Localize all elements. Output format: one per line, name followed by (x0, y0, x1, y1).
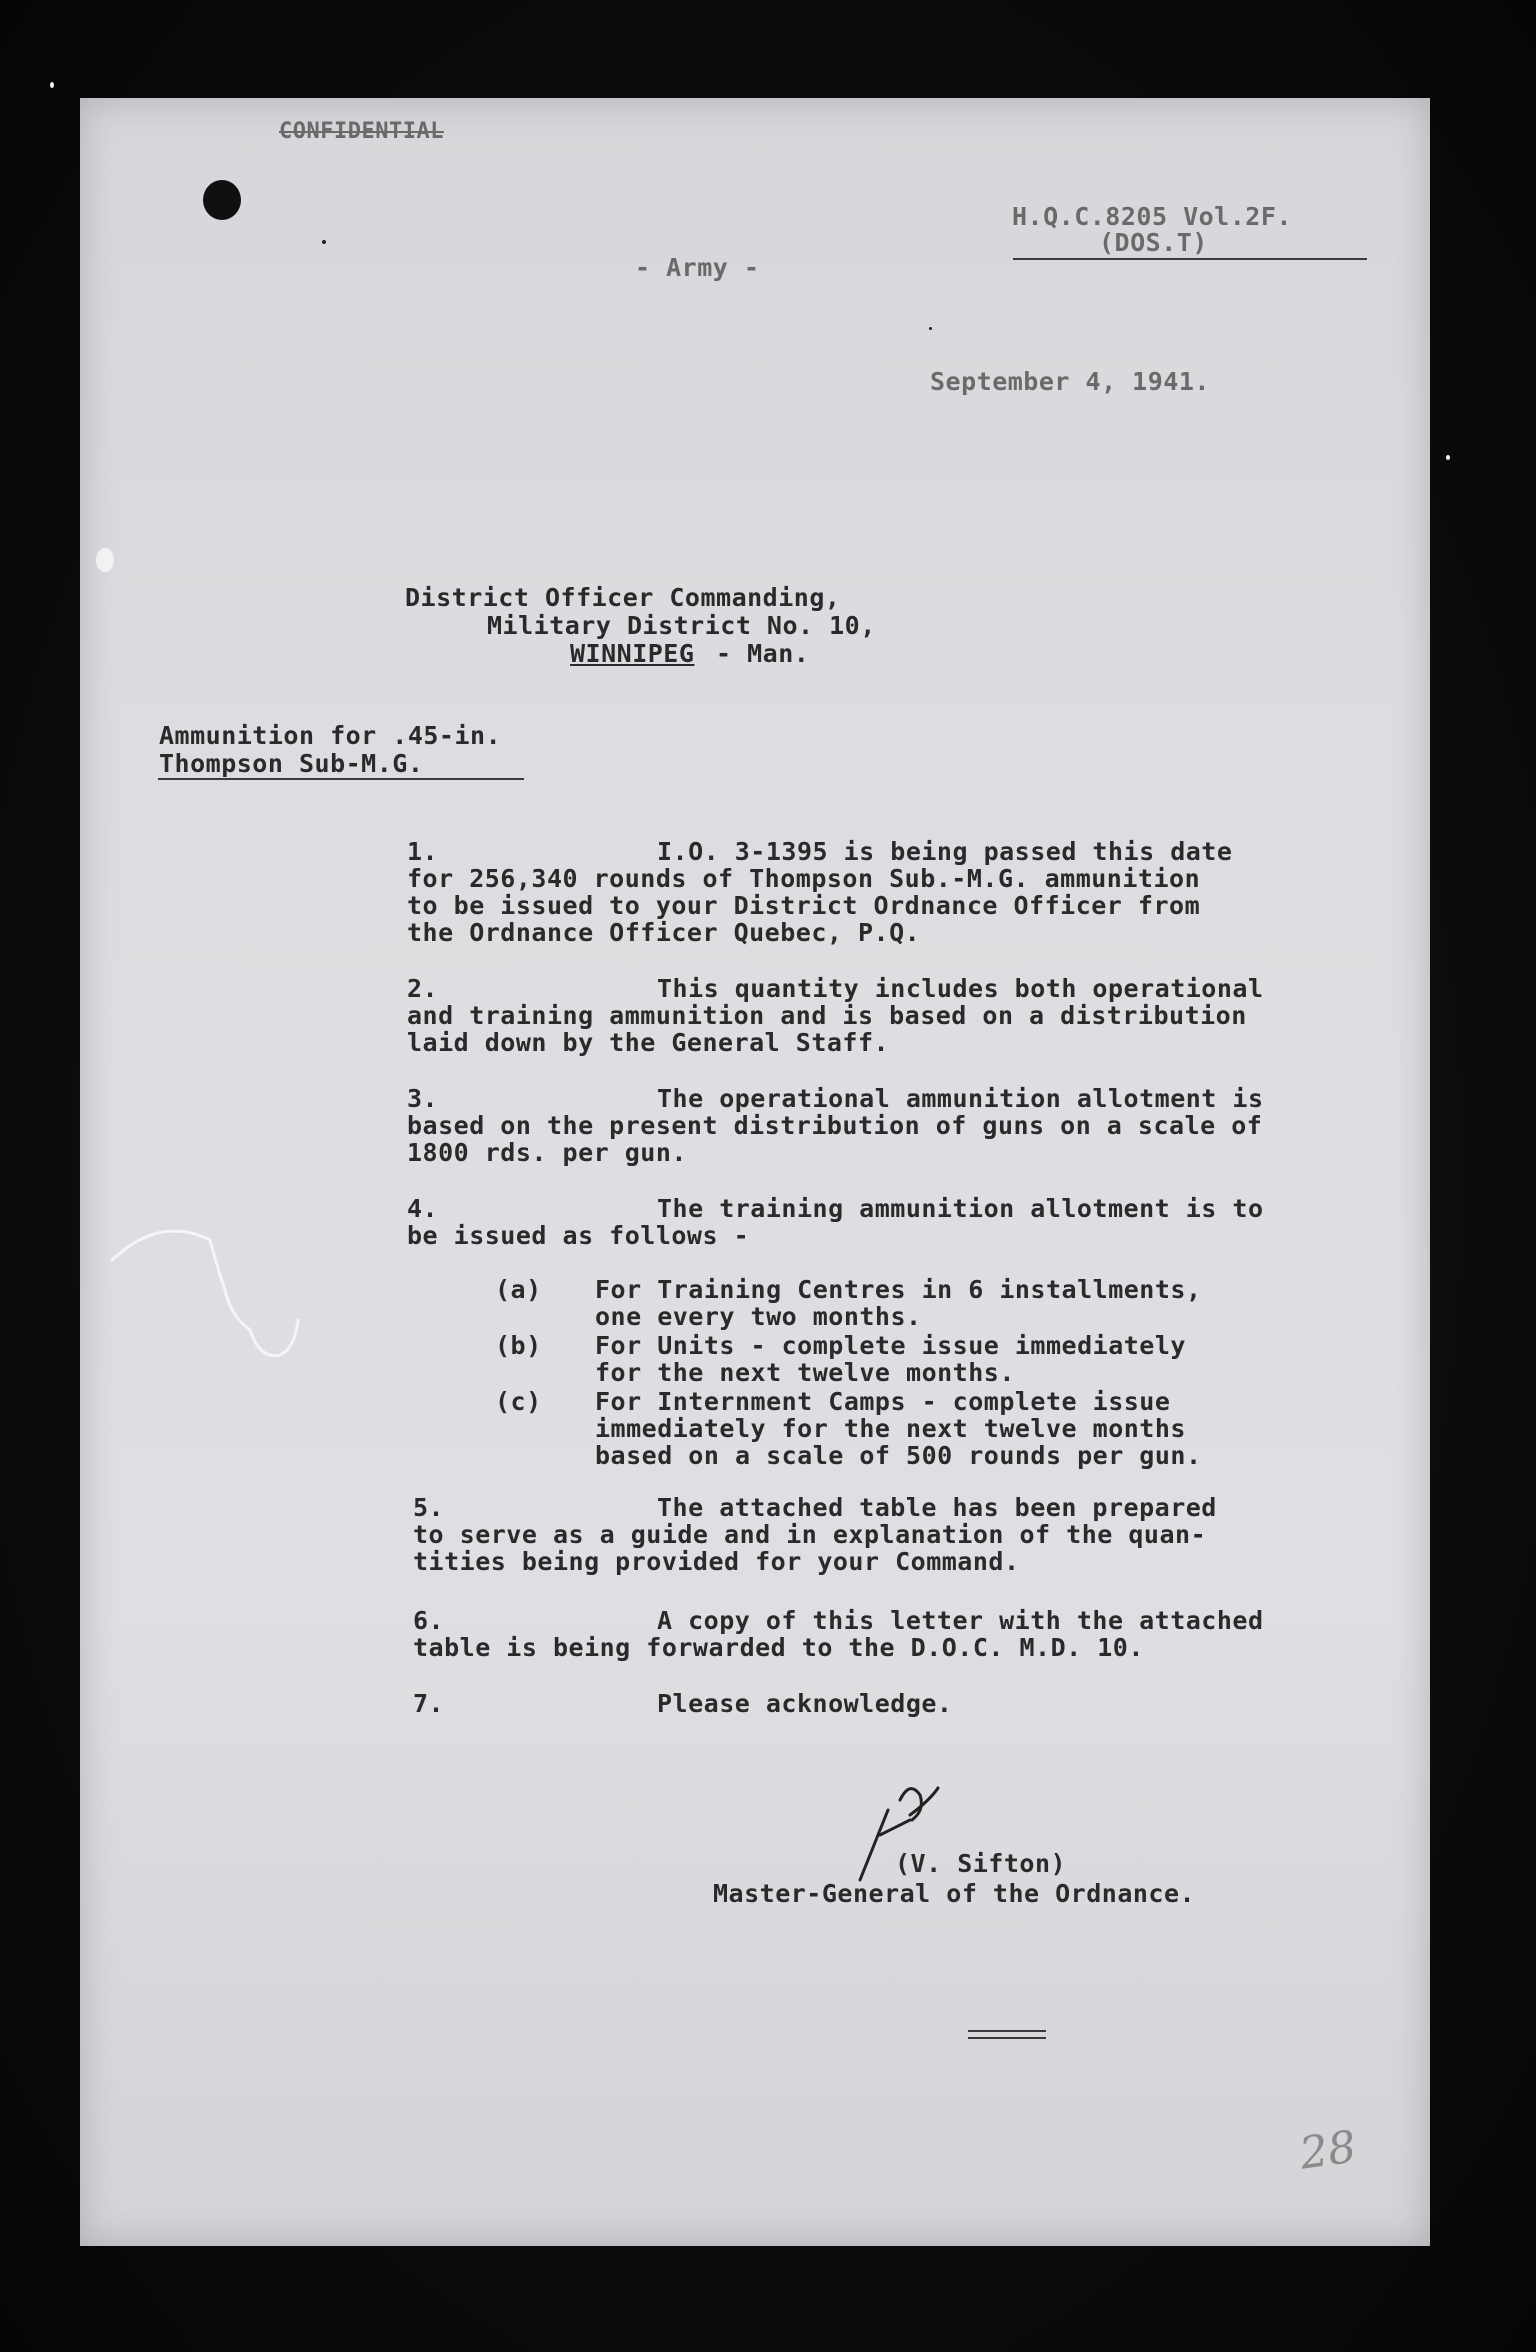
paragraph-line: tities being provided for your Command. (413, 1547, 1020, 1576)
end-rule (968, 2037, 1046, 2039)
subject-underline (158, 778, 524, 780)
signatory-name: (V. Sifton) (895, 1849, 1067, 1878)
sub-item-line: For Units - complete issue immediately (595, 1331, 1186, 1360)
subject-line-1: Ammunition for .45-in. (159, 721, 502, 750)
scan-speck (1446, 455, 1450, 460)
department-line: - Army - (635, 253, 760, 282)
paragraph-line: 1800 rds. per gun. (407, 1138, 687, 1167)
paragraph-line: based on the present distribution of guns on a scale of (407, 1111, 1263, 1140)
paragraph-number: 6. (413, 1606, 445, 1635)
paper-speck (96, 548, 114, 572)
scan-scratch-mark (100, 1220, 310, 1380)
sub-item-label: (c) (495, 1387, 542, 1416)
sub-item-label: (a) (495, 1275, 542, 1304)
archive-page-number: 28 (1296, 2121, 1360, 2180)
paragraph-number: 3. (407, 1084, 439, 1113)
paragraph-line: The training ammunition allotment is to (657, 1194, 1264, 1223)
classification-stamp: CONFIDENTIAL (279, 119, 444, 144)
paragraph-line: and training ammunition and is based on a distribution (407, 1001, 1247, 1030)
subject-line-2: Thompson Sub-M.G. (159, 749, 424, 778)
sub-item-line: based on a scale of 500 rounds per gun. (595, 1441, 1202, 1470)
paragraph-line: A copy of this letter with the attached (657, 1606, 1264, 1635)
paragraph-number: 7. (413, 1689, 445, 1718)
paragraph-line: This quantity includes both operational (657, 974, 1264, 1003)
letter-date: September 4, 1941. (930, 367, 1210, 396)
paragraph-line: laid down by the General Staff. (407, 1028, 890, 1057)
sub-item-line: for the next twelve months. (595, 1358, 1015, 1387)
addressee-province: - Man. (716, 639, 810, 668)
scan-speck (50, 82, 54, 88)
ink-speck (929, 327, 932, 330)
paragraph-line: I.O. 3-1395 is being passed this date (657, 837, 1233, 866)
paragraph-number: 2. (407, 974, 439, 1003)
sub-item-line: one every two months. (595, 1302, 922, 1331)
paragraph-line: be issued as follows - (407, 1221, 750, 1250)
paragraph-line: The attached table has been prepared (657, 1493, 1217, 1522)
paragraph-line: Please acknowledge. (657, 1689, 953, 1718)
file-reference: H.Q.C.8205 Vol.2F. (1012, 202, 1292, 231)
paragraph-line: the Ordnance Officer Quebec, P.Q. (407, 918, 921, 947)
ink-speck (322, 240, 326, 244)
paragraph-number: 1. (407, 837, 439, 866)
paragraph-number: 4. (407, 1194, 439, 1223)
paragraph-line: to serve as a guide and in explanation of the quan- (413, 1520, 1207, 1549)
paragraph-line: table is being forwarded to the D.O.C. M.D. 10. (413, 1633, 1144, 1662)
file-subreference: (DOS.T) (1099, 228, 1208, 257)
addressee-line-1: District Officer Commanding, (405, 583, 841, 612)
signatory-title: Master-General of the Ordnance. (713, 1879, 1196, 1908)
addressee-line-2: Military District No. 10, (487, 611, 876, 640)
paragraph-line: for 256,340 rounds of Thompson Sub.-M.G. ammunition (407, 864, 1201, 893)
file-reference-rule (1013, 258, 1367, 260)
paragraph-number: 5. (413, 1493, 445, 1522)
end-rule (968, 2030, 1046, 2032)
sub-item-line: For Internment Camps - complete issue (595, 1387, 1171, 1416)
sub-item-line: immediately for the next twelve months (595, 1414, 1186, 1443)
addressee-city: WINNIPEG (570, 639, 695, 668)
sub-item-label: (b) (495, 1331, 542, 1360)
document-page (80, 98, 1430, 2246)
sub-item-line: For Training Centres in 6 installments, (595, 1275, 1202, 1304)
paragraph-line: The operational ammunition allotment is (657, 1084, 1264, 1113)
paragraph-line: to be issued to your District Ordnance Officer from (407, 891, 1201, 920)
punch-hole (203, 180, 241, 220)
